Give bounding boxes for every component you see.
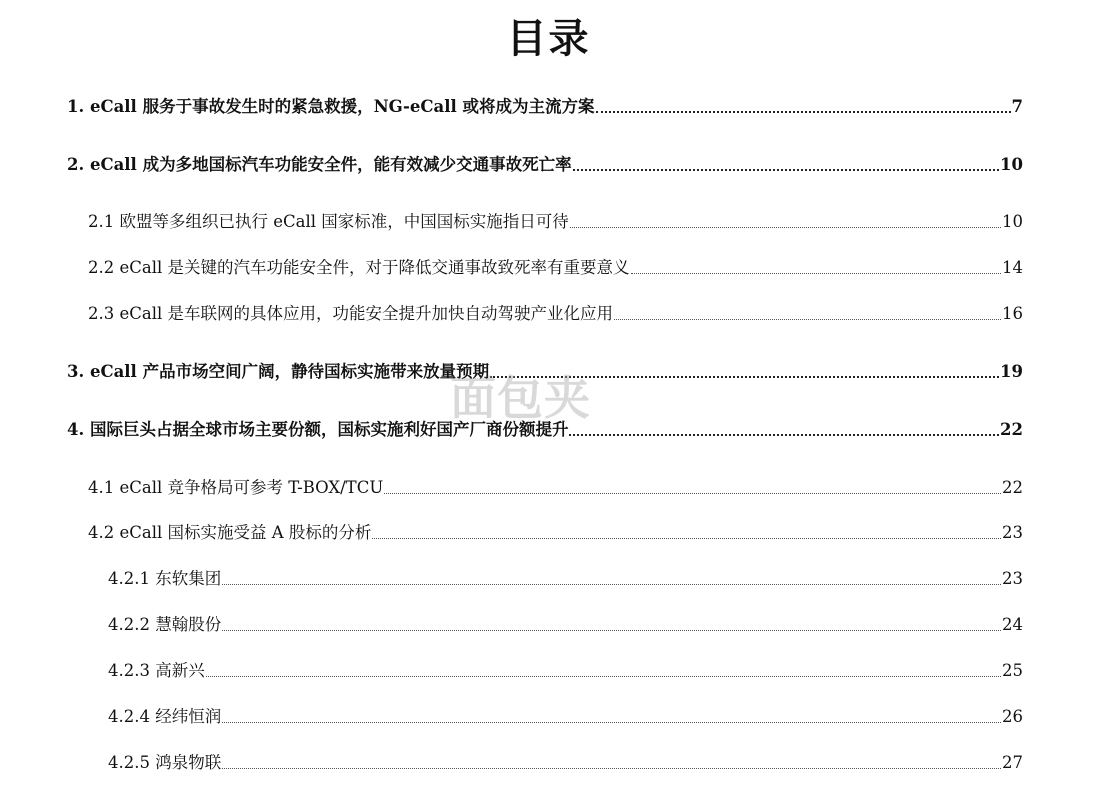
toc-entry-label: 4.1 eCall 竞争格局可参考 T-BOX/TCU (88, 478, 384, 497)
toc-entry-label: 4.2.5 鸿泉物联 (108, 753, 222, 772)
toc-entry-2-1[interactable] (88, 207, 1023, 233)
toc-entry-2[interactable] (67, 150, 1023, 176)
toc-leader-dots (596, 111, 1011, 113)
toc-entry-2-2[interactable] (88, 253, 1023, 279)
toc-entry-4-2[interactable] (88, 518, 1023, 544)
toc-entry-label: 2.3 eCall 是车联网的具体应用，功能安全提升加快自动驾驶产业化应用 (88, 304, 614, 323)
toc-leader-dots (206, 676, 1001, 677)
toc-entry-label: 2.1 欧盟等多组织已执行 eCall 国家标准，中国国标实施指日可待 (88, 212, 569, 231)
toc-page-number: 10 (1002, 212, 1023, 231)
toc-leader-dots (222, 722, 1001, 723)
toc-entry-4-2-3[interactable] (108, 656, 1023, 682)
toc-leader-dots (573, 169, 999, 171)
toc-entry-label: 4. 国际巨头占据全球市场主要份额，国标实施利好国产厂商份额提升 (67, 420, 569, 439)
toc-page-number: 14 (1002, 258, 1023, 277)
toc-entry-1[interactable] (67, 92, 1023, 118)
toc-entry-label: 2. eCall 成为多地国标汽车功能安全件，能有效减少交通事故死亡率 (67, 155, 572, 174)
toc-leader-dots (631, 273, 1001, 274)
toc-entry-label: 4.2.1 东软集团 (108, 569, 222, 588)
toc-entry-label: 4.2.4 经纬恒润 (108, 707, 222, 726)
toc-page-number: 10 (1000, 155, 1023, 174)
toc-page-number: 23 (1002, 523, 1023, 542)
toc-entry-4[interactable] (67, 415, 1023, 441)
toc-entry-4-2-5[interactable] (108, 748, 1023, 774)
toc-leader-dots (222, 584, 1001, 585)
toc-page-number: 7 (1011, 97, 1023, 116)
toc-entry-label: 3. eCall 产品市场空间广阔，静待国标实施带来放量预期 (67, 362, 490, 381)
toc-page-number: 22 (1000, 420, 1023, 439)
toc-leader-dots (570, 227, 1001, 228)
toc-page-number: 24 (1002, 615, 1023, 634)
toc-entry-4-1[interactable] (88, 473, 1023, 499)
toc-entry-4-2-4[interactable] (108, 702, 1023, 728)
toc-page-number: 27 (1002, 753, 1023, 772)
toc-entry-label: 4.2.2 慧翰股份 (108, 615, 222, 634)
toc-page-number: 22 (1002, 478, 1023, 497)
toc-entry-4-2-1[interactable] (108, 564, 1023, 590)
toc-leader-dots (614, 319, 1001, 320)
toc-page-number: 16 (1002, 304, 1023, 323)
toc-page-number: 23 (1002, 569, 1023, 588)
toc-entry-label: 2.2 eCall 是关键的汽车功能安全件，对于降低交通事故致死率有重要意义 (88, 258, 630, 277)
toc-leader-dots (384, 493, 1001, 494)
toc-leader-dots (222, 630, 1001, 631)
page-title: 目录 (506, 15, 591, 62)
toc-page-number: 19 (1000, 362, 1023, 381)
toc-entry-label: 4.2 eCall 国标实施受益 A 股标的分析 (88, 523, 372, 542)
toc-leader-dots (569, 434, 999, 436)
toc-entry-4-2-2[interactable] (108, 610, 1023, 636)
toc-page-number: 26 (1002, 707, 1023, 726)
toc-entry-2-3[interactable] (88, 299, 1023, 325)
watermark: 面包夹 (450, 371, 591, 425)
toc-entry-3[interactable] (67, 357, 1023, 383)
toc-leader-dots (490, 376, 999, 378)
toc-entry-label: 4.2.3 高新兴 (108, 661, 205, 680)
toc-page-number: 25 (1002, 661, 1023, 680)
toc-leader-dots (372, 538, 1001, 539)
toc-entry-label: 1. eCall 服务于事故发生时的紧急救援，NG-eCall 或将成为主流方案 (67, 97, 595, 116)
toc-leader-dots (222, 768, 1001, 769)
